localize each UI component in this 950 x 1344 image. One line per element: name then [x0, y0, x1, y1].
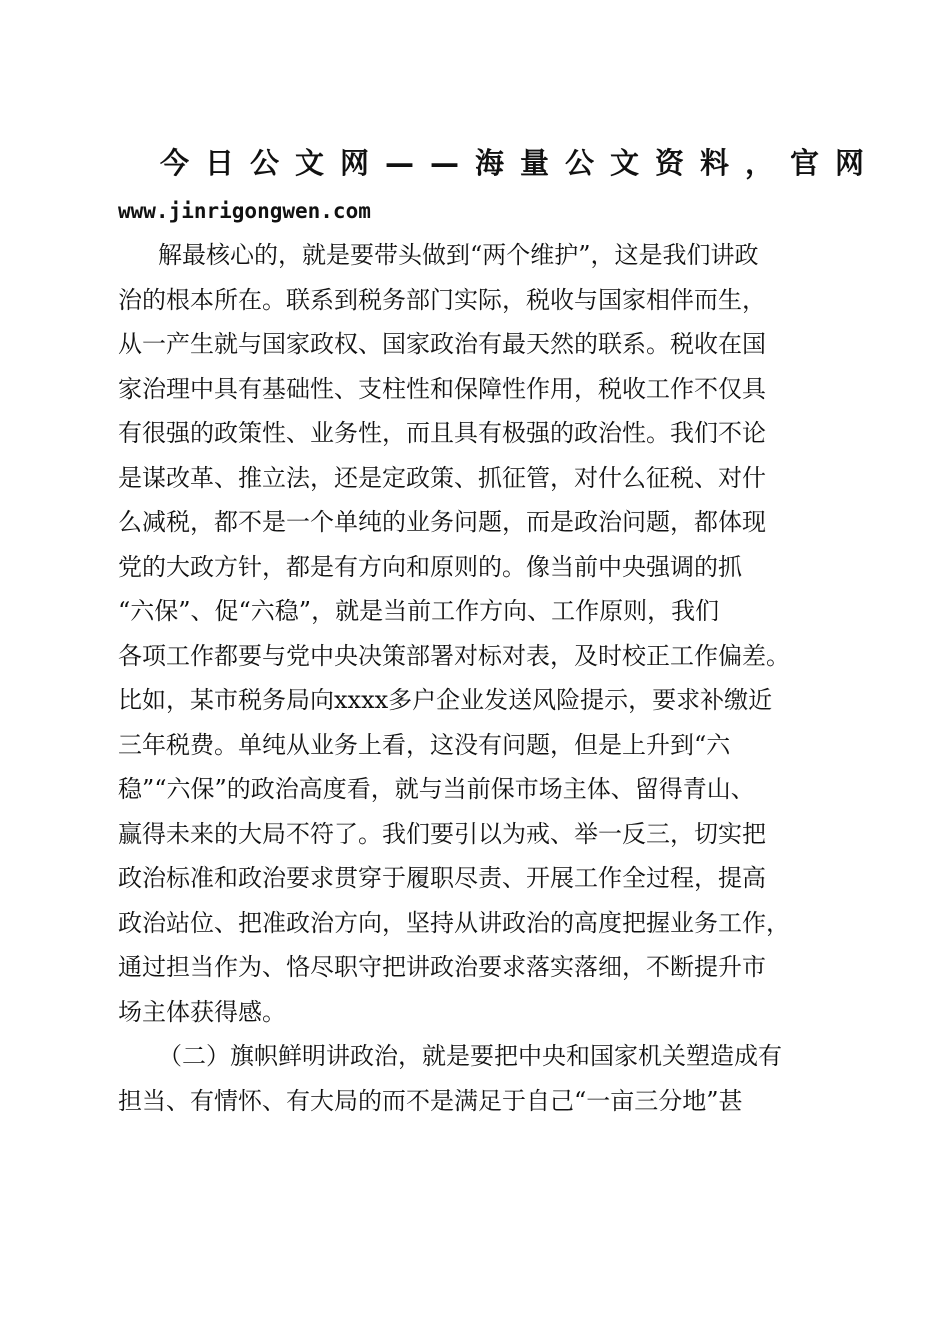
text-line: 有很强的政策性、业务性，而且具有极强的政治性。我们不论 [118, 419, 766, 447]
header-url[interactable]: www.jinrigongwen.com [118, 199, 371, 223]
text-line: 稳”“六保”的政治高度看，就与当前保市场主体、留得青山、 [118, 775, 755, 803]
text-line: 各项工作都要与党中央决策部署对标对表，及时校正工作偏差。 [118, 641, 790, 670]
text-line: “六保”、促“六稳”，就是当前工作方向、工作原则，我们 [118, 597, 720, 625]
header-title: 今日公文网——海量公文资料，官网 [160, 146, 881, 180]
text-line: 担当、有情怀、有大局的而不是满足于自己“一亩三分地”甚 [118, 1086, 743, 1115]
text-line: 三年税费。单纯从业务上看，这没有问题，但是上升到“六 [118, 730, 731, 759]
body-text [118, 233, 838, 1123]
paragraph [118, 233, 838, 1034]
text-line: 场主体获得感。 [118, 997, 286, 1026]
text-line: 是谋改革、推立法，还是定政策、抓征管，对什么征税、对什 [118, 463, 766, 492]
text-line: 政治标准和政治要求贯穿于履职尽责、开展工作全过程，提高 [118, 864, 766, 892]
text-line: （二）旗帜鲜明讲政治，就是要把中央和国家机关塑造成有 [158, 1042, 782, 1070]
text-line: 政治站位、把准政治方向，坚持从讲政治的高度把握业务工作， [118, 908, 790, 937]
text-line: 通过担当作为、恪尽职守把讲政治要求落实落细，不断提升市 [118, 953, 766, 981]
text-line: 治的根本所在。联系到税务部门实际，税收与国家相伴而生， [118, 285, 766, 314]
paragraph [118, 1034, 838, 1123]
text-line: 解最核心的，就是要带头做到“两个维护”，这是我们讲政 [158, 241, 759, 269]
text-line: 党的大政方针，都是有方向和原则的。像当前中央强调的抓 [118, 552, 742, 581]
text-line: 比如，某市税务局向xxxx多户企业发送风险提示，要求补缴近 [118, 686, 773, 714]
text-line: 从一产生就与国家政权、国家政治有最天然的联系。税收在国 [118, 330, 766, 358]
text-line: 家治理中具有基础性、支柱性和保障性作用，税收工作不仅具 [118, 374, 766, 403]
text-line: 么减税，都不是一个单纯的业务问题，而是政治问题，都体现 [118, 508, 766, 536]
text-line: 赢得未来的大局不符了。我们要引以为戒、举一反三，切实把 [118, 819, 766, 848]
